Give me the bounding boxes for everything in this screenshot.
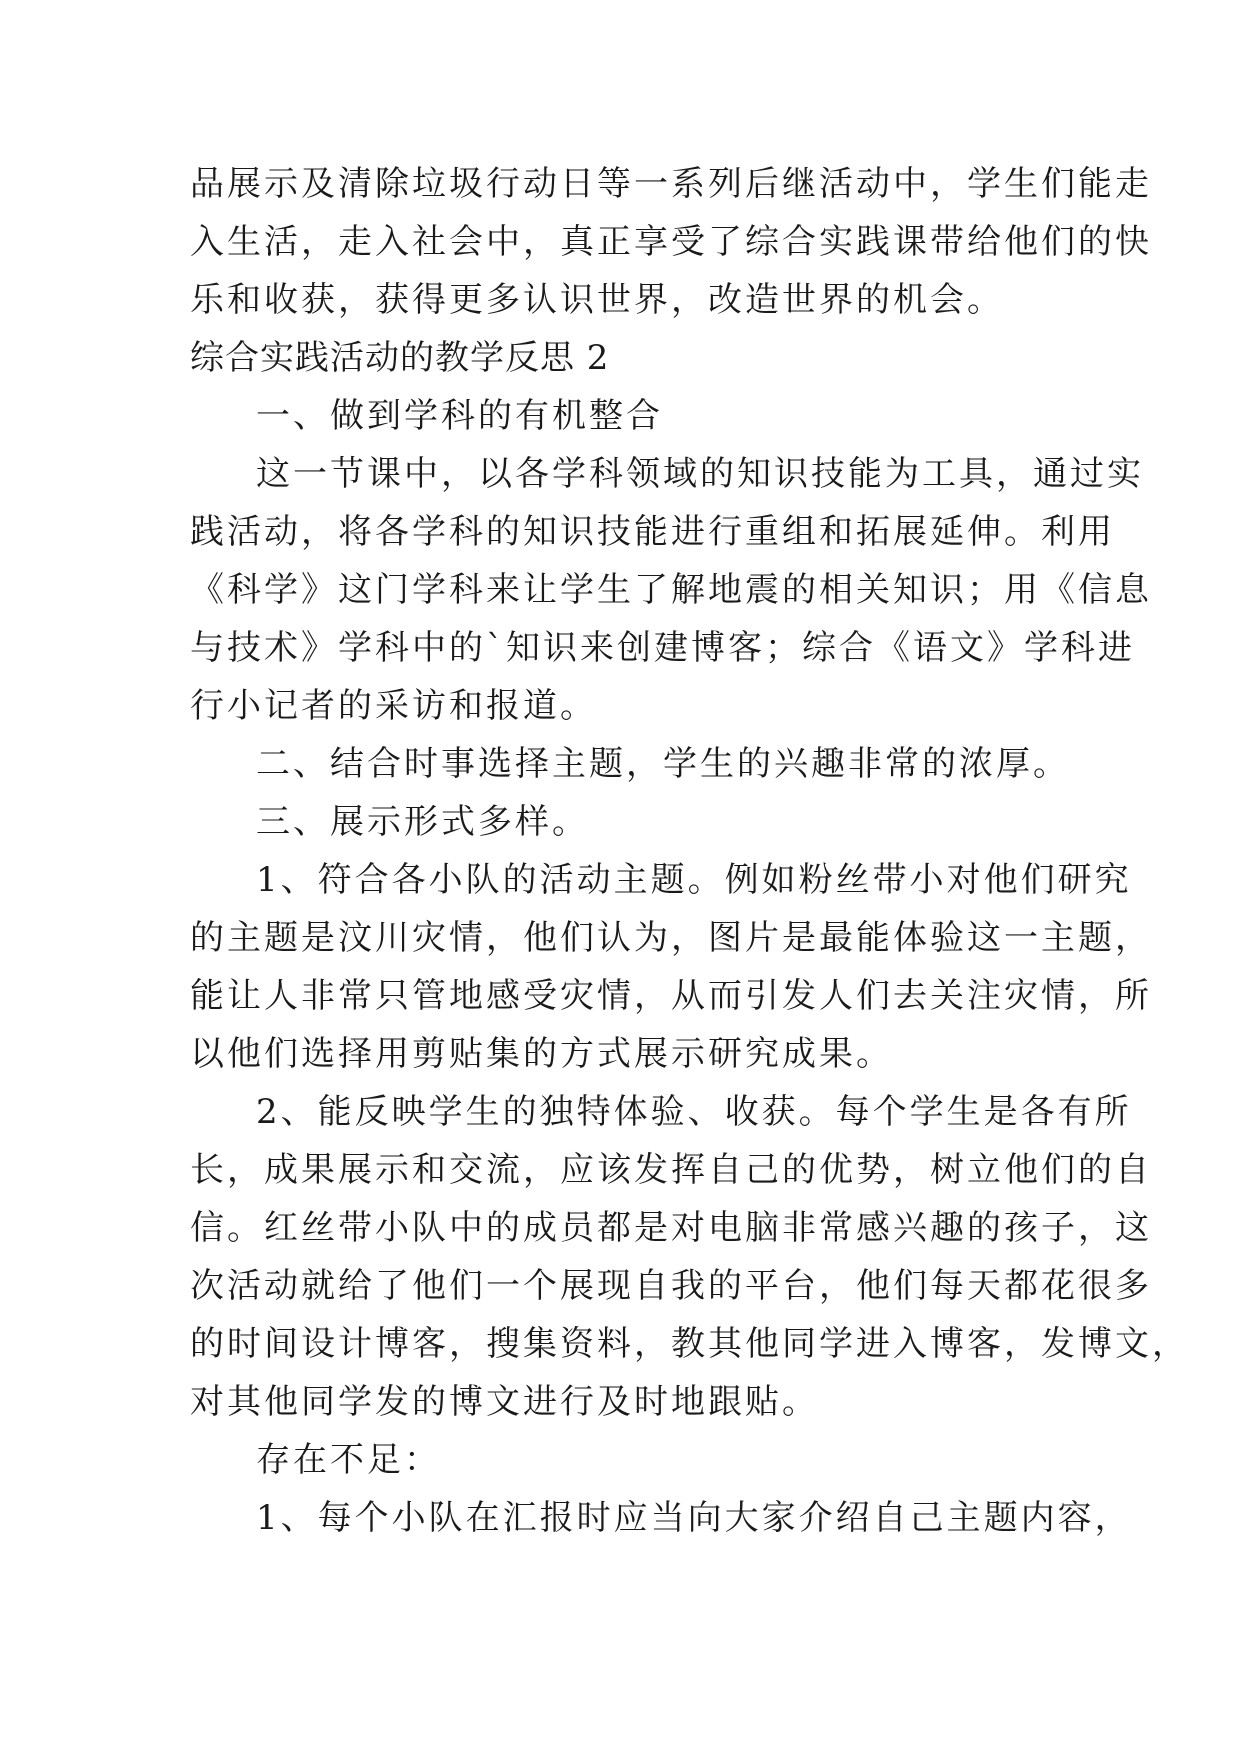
paragraph-line: 能让人非常只管地感受灾情，从而引发人们去关注灾情，所 bbox=[190, 976, 1152, 1016]
paragraph-line: 的时间设计博客，搜集资料，教其他同学进入博客，发博文， bbox=[190, 1324, 1189, 1364]
paragraph-line: 1、每个小队在汇报时应当向大家介绍自己主题内容， bbox=[256, 1498, 1132, 1538]
paragraph-line: 行小记者的采访和报道。 bbox=[190, 686, 597, 726]
paragraph-line: 长，成果展示和交流，应该发挥自己的优势，树立他们的自 bbox=[190, 1150, 1152, 1190]
paragraph-line: 2、能反映学生的独特体验、收获。每个学生是各有所 bbox=[256, 1092, 1132, 1132]
body-line: 乐和收获，获得更多认识世界，改造世界的机会。 bbox=[190, 280, 1004, 320]
heading-3: 三、展示形式多样。 bbox=[256, 802, 589, 842]
paragraph-line: 的主题是汶川灾情，他们认为，图片是最能体验这一主题， bbox=[190, 918, 1152, 958]
paragraph-line: 1、符合各小队的活动主题。例如粉丝带小对他们研究 bbox=[256, 860, 1132, 900]
paragraph-line: 践活动，将各学科的知识技能进行重组和拓展延伸。利用 bbox=[190, 512, 1115, 552]
paragraph-line: 次活动就给了他们一个展现自我的平台，他们每天都花很多 bbox=[190, 1266, 1152, 1306]
paragraph-line: 信。红丝带小队中的成员都是对电脑非常感兴趣的孩子，这 bbox=[190, 1208, 1152, 1248]
section-title: 综合实践活动的教学反思 2 bbox=[190, 338, 610, 378]
shortcomings-label: 存在不足： bbox=[256, 1440, 441, 1480]
heading-1: 一、做到学科的有机整合 bbox=[256, 396, 663, 436]
paragraph-line: 以他们选择用剪贴集的方式展示研究成果。 bbox=[190, 1034, 893, 1074]
body-line: 品展示及清除垃圾行动日等一系列后继活动中，学生们能走 bbox=[190, 164, 1152, 204]
paragraph-line: 对其他同学发的博文进行及时地跟贴。 bbox=[190, 1382, 819, 1422]
paragraph-line: 这一节课中，以各学科领域的知识技能为工具，通过实 bbox=[256, 454, 1144, 494]
body-line: 入生活，走入社会中，真正享受了综合实践课带给他们的快 bbox=[190, 222, 1152, 262]
heading-2: 二、结合时事选择主题，学生的兴趣非常的浓厚。 bbox=[256, 744, 1070, 784]
paragraph-line: 与技术》学科中的`知识来创建博客；综合《语文》学科进 bbox=[190, 628, 1135, 668]
paragraph-line: 《科学》这门学科来让学生了解地震的相关知识；用《信息 bbox=[190, 570, 1152, 610]
